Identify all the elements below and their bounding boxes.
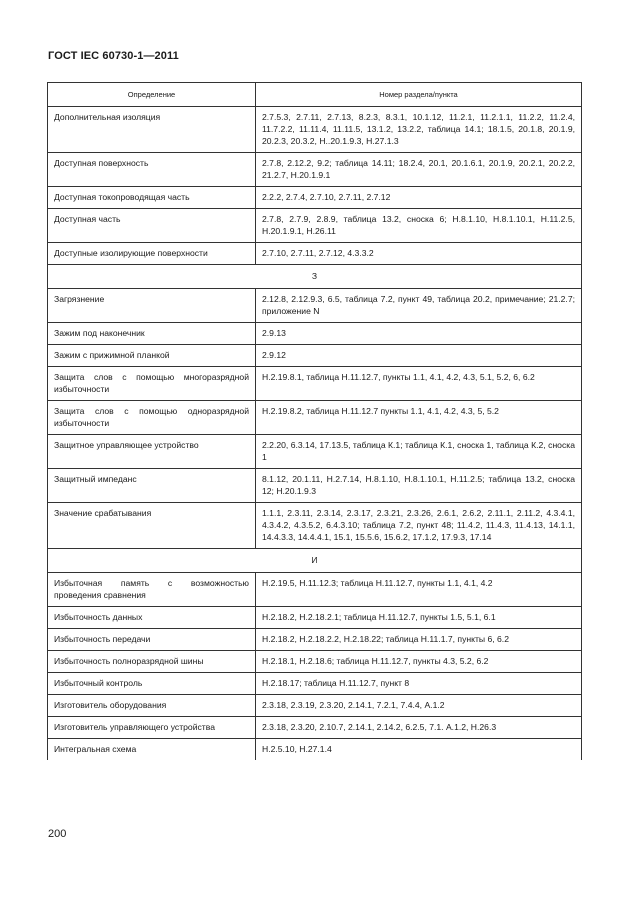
definition-cell: Доступная токопроводящая часть <box>48 187 256 209</box>
section-letter: И <box>48 549 582 573</box>
reference-cell: Н.2.18.17; таблица Н.11.12.7, пункт 8 <box>256 673 582 695</box>
definition-cell: Доступные изолирующие поверхности <box>48 243 256 265</box>
reference-cell: 2.12.8, 2.12.9.3, 6.5, таблица 7.2, пункт 49, таблица 20.2, примечание; 21.2.7; приложение N <box>256 289 582 323</box>
definition-cell: Избыточность передачи <box>48 629 256 651</box>
definition-cell: Доступная часть <box>48 209 256 243</box>
table-row <box>48 243 582 265</box>
definition-cell: Избыточность полноразрядной шины <box>48 651 256 673</box>
reference-cell: 2.3.18, 2.3.20, 2.10.7, 2.14.1, 2.14.2, 6.2.5, 7.1. А.1.2, Н.26.3 <box>256 717 582 739</box>
header-definition: Определение <box>48 83 256 107</box>
definition-cell: Избыточный контроль <box>48 673 256 695</box>
table-row <box>48 673 582 695</box>
reference-cell: 2.9.12 <box>256 345 582 367</box>
index-table <box>47 82 582 760</box>
reference-cell: Н.2.19.8.2, таблица Н.11.12.7 пункты 1.1, 4.1, 4.2, 4.3, 5, 5.2 <box>256 401 582 435</box>
reference-cell: Н.2.19.8.1, таблица Н.11.12.7, пункты 1.1, 4.1, 4.2, 4.3, 5.1, 5.2, 6, 6.2 <box>256 367 582 401</box>
definition-cell: Доступная поверхность <box>48 153 256 187</box>
table-row <box>48 717 582 739</box>
reference-cell: 2.2.2, 2.7.4, 2.7.10, 2.7.11, 2.7.12 <box>256 187 582 209</box>
definition-cell: Защита слов с помощью одноразрядной избыточности <box>48 401 256 435</box>
definition-cell: Интегральная схема <box>48 739 256 761</box>
table-row <box>48 503 582 549</box>
table-row <box>48 629 582 651</box>
definition-cell: Избыточность данных <box>48 607 256 629</box>
reference-cell: 2.7.5.3, 2.7.11, 2.7.13, 8.2.3, 8.3.1, 10.1.12, 11.2.1, 11.2.1.1, 11.2.2, 11.2.4, 11.7.2.2, 11.11.4, 11.11.5, 13.1.2, 13.2.2, таблица 14.1; 18.1.5, 20.1.8, 20.1.9, 20.2.3, 20.3.2, Н..20.1.9.3, Н.27.1.3 <box>256 107 582 153</box>
table-header-row <box>48 83 582 107</box>
table-row <box>48 651 582 673</box>
definition-cell: Зажим под наконечник <box>48 323 256 345</box>
definition-cell: Загрязнение <box>48 289 256 323</box>
reference-cell: 2.7.10, 2.7.11, 2.7.12, 4.3.3.2 <box>256 243 582 265</box>
reference-cell: 2.2.20, 6.3.14, 17.13.5, таблица К.1; таблица К.1, сноска 1, таблица К.2, сноска 1 <box>256 435 582 469</box>
definition-cell: Зажим с прижимной планкой <box>48 345 256 367</box>
definition-cell: Избыточная память с возможностью проведения сравнения <box>48 573 256 607</box>
reference-cell: Н.2.19.5, Н.11.12.3; таблица Н.11.12.7, пункты 1.1, 4.1, 4.2 <box>256 573 582 607</box>
reference-cell: Н.2.18.1, Н.2.18.6; таблица Н.11.12.7, пункты 4.3, 5.2, 6.2 <box>256 651 582 673</box>
table-row <box>48 607 582 629</box>
reference-cell: Н.2.5.10, Н.27.1.4 <box>256 739 582 761</box>
definition-cell: Защитное управляющее устройство <box>48 435 256 469</box>
reference-cell: 8.1.12, 20.1.11, Н.2.7.14, Н.8.1.10, Н.8.1.10.1, Н.11.2.5; таблица 13.2, сноска 12; Н.20.1.9.3 <box>256 469 582 503</box>
table-row <box>48 695 582 717</box>
definition-cell: Дополнительная изоляция <box>48 107 256 153</box>
table-row <box>48 153 582 187</box>
document-title: ГОСТ IEC 60730-1—2011 <box>48 50 179 62</box>
definition-cell: Защитный импеданс <box>48 469 256 503</box>
table-row <box>48 289 582 323</box>
table-row <box>48 739 582 761</box>
definition-cell: Значение срабатывания <box>48 503 256 549</box>
table-row <box>48 209 582 243</box>
table-row <box>48 573 582 607</box>
definition-cell: Защита слов с помощью многоразрядной избыточности <box>48 367 256 401</box>
reference-cell: Н.2.18.2, Н.2.18.2.1; таблица Н.11.12.7, пункты 1.5, 5.1, 6.1 <box>256 607 582 629</box>
table-row <box>48 435 582 469</box>
table-row <box>48 323 582 345</box>
header-reference: Номер раздела/пункта <box>256 83 582 107</box>
definition-cell: Изготовитель управляющего устройства <box>48 717 256 739</box>
table-row <box>48 107 582 153</box>
section-letter-row <box>48 549 582 573</box>
reference-cell: Н.2.18.2, Н.2.18.2.2, Н.2.18.22; таблица Н.11.1.7, пункты 6, 6.2 <box>256 629 582 651</box>
section-letter-row <box>48 265 582 289</box>
reference-cell: 2.9.13 <box>256 323 582 345</box>
definition-cell: Изготовитель оборудования <box>48 695 256 717</box>
table-row <box>48 345 582 367</box>
table-row <box>48 367 582 401</box>
table-row <box>48 469 582 503</box>
reference-cell: 1.1.1, 2.3.11, 2.3.14, 2.3.17, 2.3.21, 2.3.26, 2.6.1, 2.6.2, 2.11.1, 2.11.2, 4.3.4.1, 4.3.4.2, 4.3.5.2, 6.4.3.10; таблица 7.2, пункт 48; 11.4.2, 11.4.3, 11.4.13, 14.1.1, 14.4.3.3, 14.4.4.1, 15.1, 15.5.6, 15.6.2, 17.1.2, 17.9.3, 17.14 <box>256 503 582 549</box>
table-row <box>48 401 582 435</box>
reference-cell: 2.7.8, 2.12.2, 9.2; таблица 14.11; 18.2.4, 20.1, 20.1.6.1, 20.1.9, 20.2.1, 20.2.2, 21.2.7, Н.20.1.9.1 <box>256 153 582 187</box>
reference-cell: 2.7.8, 2.7.9, 2.8.9, таблица 13.2, сноска 6; Н.8.1.10, Н.8.1.10.1, Н.11.2.5, Н.20.1.9.1, Н.26.11 <box>256 209 582 243</box>
table-row <box>48 187 582 209</box>
reference-cell: 2.3.18, 2.3.19, 2.3.20, 2.14.1, 7.2.1, 7.4.4, А.1.2 <box>256 695 582 717</box>
page-number: 200 <box>48 828 67 840</box>
section-letter: З <box>48 265 582 289</box>
